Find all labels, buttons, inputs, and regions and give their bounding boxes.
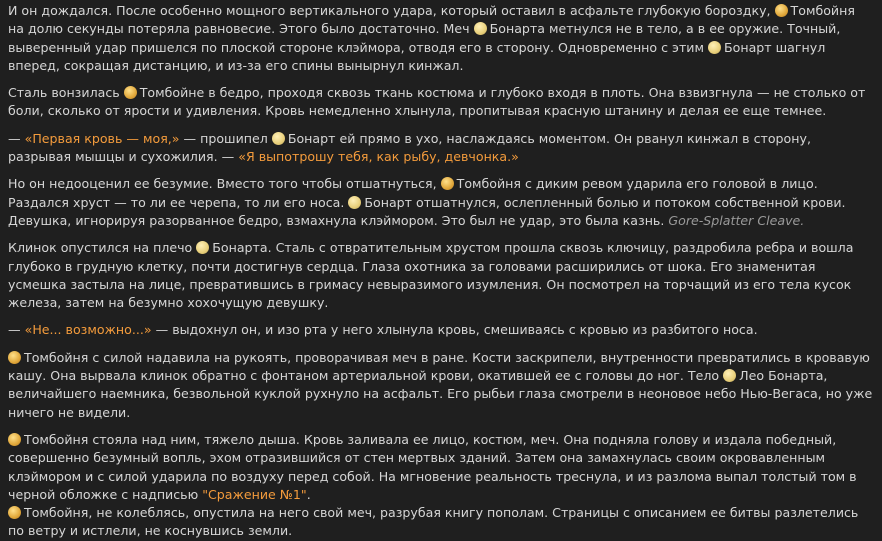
paragraph-1 — [8, 2, 874, 75]
p8-period: . — [306, 486, 311, 502]
book-title-quote: "Сражение №1" — [202, 486, 307, 502]
bonart-avatar-icon — [708, 41, 721, 54]
p6-text-a: — выдохнул он, и изо рта у него хлынула кровь, смешиваясь с кровью из разбитого носа. — [155, 322, 758, 338]
p3-text-b: Бонарт ей прямо в ухо, наслаждаясь моментом. Он рванул кинжал в сторону, разрывая мышцы и сухожилия. — — [8, 130, 811, 165]
tomboy-avatar-icon — [441, 177, 454, 190]
p1-text-a: И он дождался. После особенно мощного вертикального удара, который оставил в асфальте глубокую бороздку, — [8, 3, 771, 18]
p3-text-a: — прошипел — [183, 130, 268, 146]
tomboy-avatar-icon — [775, 4, 788, 17]
p6-dash: — — [8, 322, 21, 338]
bonart-avatar-icon — [474, 22, 487, 35]
p4-text-c: Бонарт отшатнулся, ослепленный болью и потоком собственной крови. Девушка, игнорируя разорванное бедро, взмахнула клэймором. Это был не удар, это была казнь. — [8, 194, 846, 228]
paragraph-5 — [8, 239, 874, 312]
bonart-avatar-icon — [196, 241, 209, 254]
p5-text-a: Клинок опустился на плечо — [8, 240, 193, 256]
p8-text-a: Томбойня стояла над ним, тяжело дыша. Кровь заливала ее лицо, костюм, меч. Она подняла голову и издала победный, совершенно безумный вопль, эхом отразившийся от стен мертвых зданий. Затем она замахнулась своим окровавленным клэймором и с силой ударила по воздуху перед собой. На мгновение реальность треснула, и из разлома выпал толстый том в черной обложке с надписью — [8, 431, 857, 502]
paragraph-7 — [8, 349, 874, 422]
p2-text-a: Сталь вонзилась — [8, 85, 120, 101]
paragraph-6 — [8, 321, 874, 339]
tomboy-avatar-icon — [8, 506, 21, 519]
bonart-avatar-icon — [272, 132, 285, 145]
paragraph-4 — [8, 175, 874, 230]
bonart-avatar-icon — [723, 369, 736, 382]
p1-text-b: Томбойня на долю секунды потеряла равновесие. Этого было достаточно. Меч — [8, 3, 855, 37]
p3-dash: — — [8, 130, 21, 146]
dialogue-quote: «Первая кровь — моя,» — [24, 130, 180, 146]
dialogue-quote: «Я выпотрошу тебя, как рыбу, девчонка.» — [238, 149, 519, 165]
p1-text-d: Бонарт шагнул вперед, сокращая дистанцию, и из-за его спины вынырнул кинжал. — [8, 39, 826, 73]
tomboy-avatar-icon — [124, 86, 137, 99]
paragraph-3 — [8, 130, 874, 167]
p1-text-c: Бонарта метнулся не в тело, а в ее оружие. Точный, выверенный удар пришелся по плоской стороне клэймора, отводя его в сторону. Одновременно с этим — [8, 21, 841, 55]
p4-text-a: Но он недооценил ее безумие. Вместо того чтобы отшатнуться, — [8, 176, 437, 192]
tomboy-avatar-icon — [8, 433, 21, 446]
bonart-avatar-icon — [348, 196, 361, 209]
p4-text-b: Томбойня с диким ревом ударила его головой в лицо. Раздался хруст — то ли ее черепа, то ли его носа. — [8, 176, 818, 210]
paragraph-8 — [8, 431, 874, 541]
p7-text-b: Лео Бонарта, величайшего наемника, безвольной куклой рухнуло на асфальт. Его рыбьи глаза смотрели в неоновое небо Нью-Вегаса, но уже ничего не видели. — [8, 368, 873, 420]
p7-text-a: Томбойня с силой надавила на рукоять, проворачивая меч в ране. Кости заскрипели, внутренности превратились в кровавую кашу. Она вырвала клинок обратно с фонтаном артериальной крови, окатившей ее с головы до ног. Тело — [8, 349, 870, 384]
dialogue-quote: «Не... возможно...» — [24, 322, 152, 338]
p5-text-b: Бонарта. Сталь с отвратительным хрустом прошла сквозь ключицу, раздробила ребра и вошла глубоко в грудную клетку, почти достигнув сердца. Глаза охотника за головами расширились от шока. Его знаменитая усмешка застыла на лице, превратившись в гримасу невыразимого изумления. Он посмотрел на торчащий из его тела кусок железа, затем на безумно хохочущую девушку. — [8, 240, 854, 311]
p8-text-c: Томбойня, не колеблясь, опустила на него свой меч, разрубая книгу пополам. Страницы с описанием ее битвы разлетелись по ветру и истлели, не коснувшись земли. — [8, 505, 859, 539]
skill-name: Gore-Splatter Cleave. — [668, 212, 805, 228]
paragraph-2 — [8, 84, 874, 121]
tomboy-avatar-icon — [8, 351, 21, 364]
p2-text-b: Томбойне в бедро, проходя сквозь ткань костюма и глубоко входя в плоть. Она взвизгнула — не столько от боли, сколько от ярости и удивления. Кровь немедленно хлынула, пропитывая красную штанину и делая ее еще темнее. — [8, 85, 866, 119]
